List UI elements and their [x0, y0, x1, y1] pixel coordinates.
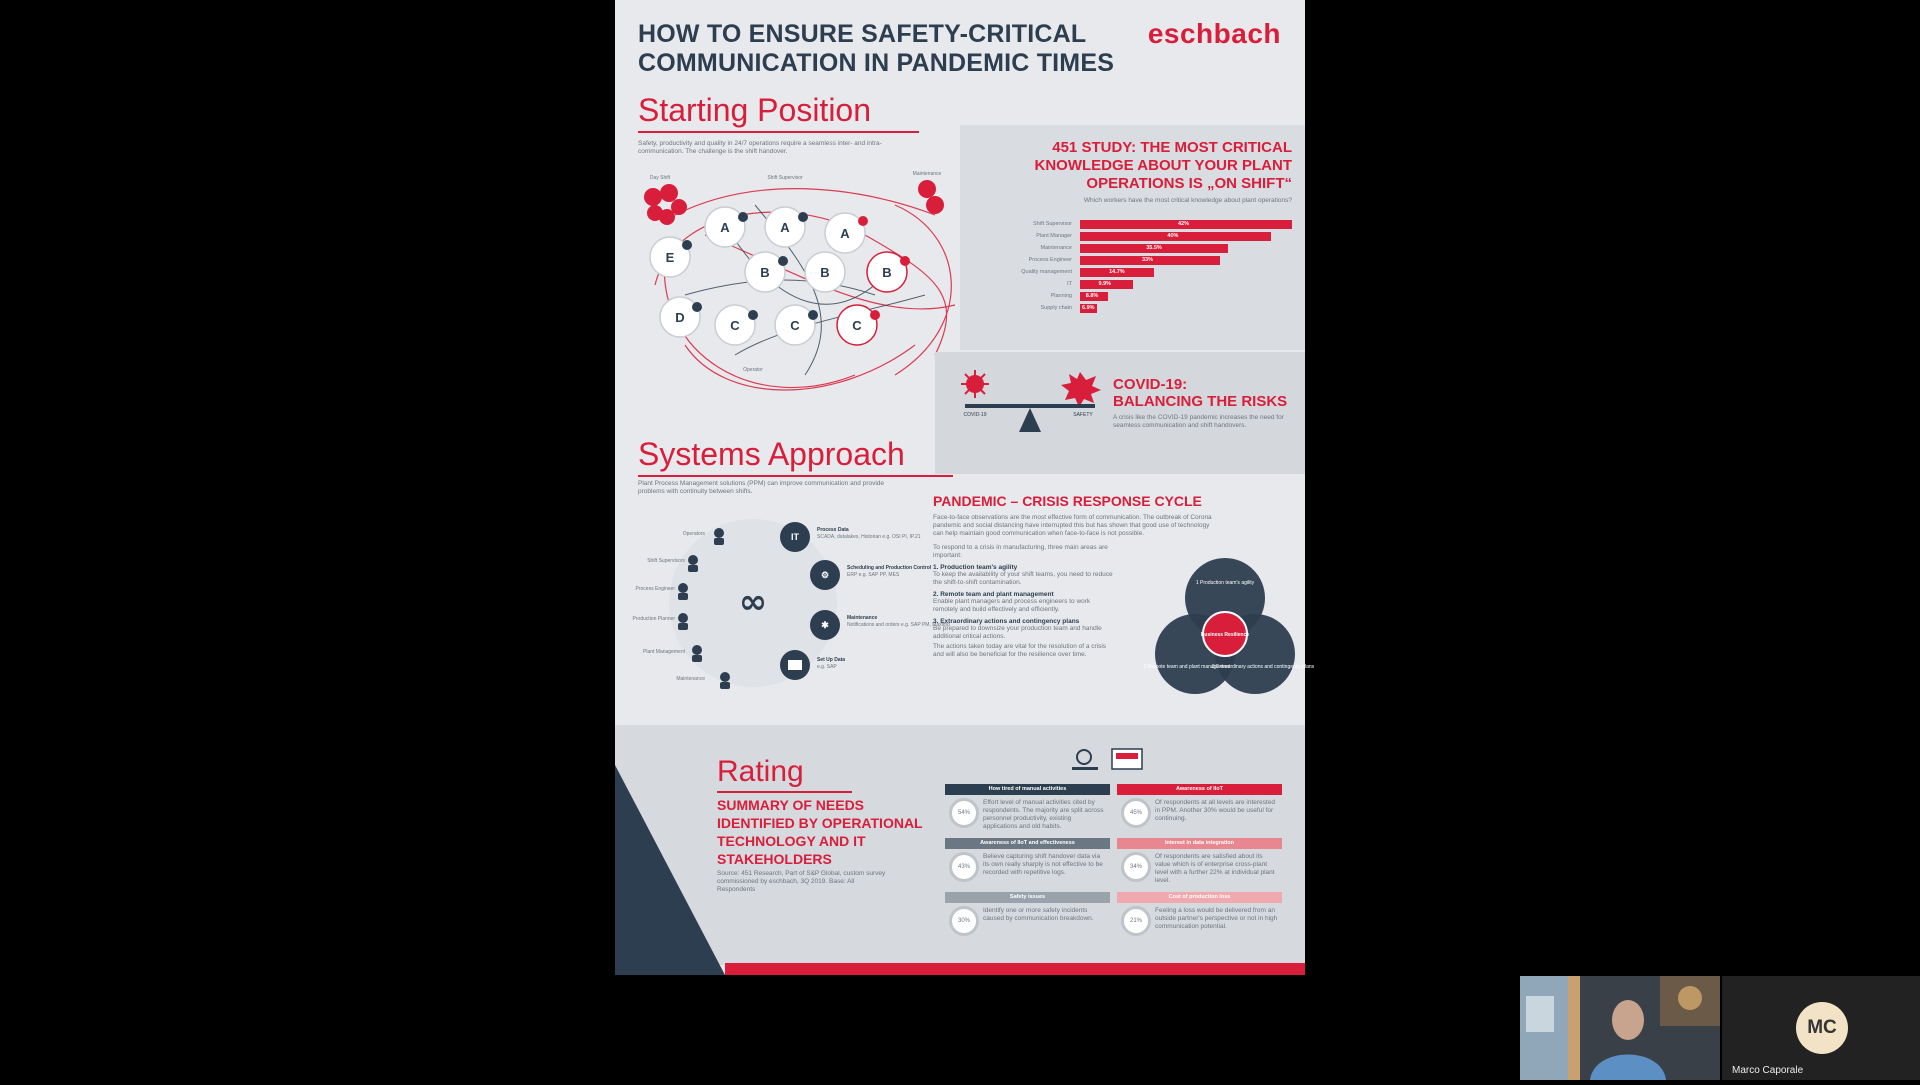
stakeholder-card-percent: 34%: [1121, 852, 1151, 882]
svg-text:e.g. SAP: e.g. SAP: [817, 664, 837, 670]
rating-source-note: Source: 451 Research, Part of S&P Global, custom survey commissioned by eschbach, 3Q 2019. Base: All Respondents: [717, 870, 886, 893]
stakeholder-card: [1117, 838, 1282, 886]
crisis-step-3-text: Be prepared to downsize your production team and handle additional critical actions.: [933, 625, 1102, 640]
stakeholder-card-percent: 21%: [1121, 906, 1151, 936]
study-bar-value: 6.9%: [1082, 305, 1095, 311]
role-maintenance: Maintenance: [676, 676, 705, 682]
covid-title-line-2: BALANCING THE RISKS: [1113, 393, 1288, 410]
system-maintenance: Maintenance: [847, 615, 878, 621]
stakeholder-card: [1117, 784, 1282, 832]
crisis-cycle-intro: Face-to-face observations are the most effective form of communication. The outbreak of Corona pandemic and social distancing have interrupted this but has shown that good use of technology can help maintain good communication when face-to-face is not possible.: [933, 514, 1212, 537]
stakeholder-card-head: How tired of manual activities: [945, 784, 1110, 795]
rating-decor-triangle: [615, 765, 725, 975]
svg-text:ERP e.g. SAP PP, MES: ERP e.g. SAP PP, MES: [847, 572, 900, 578]
stakeholder-card-head: Awareness of IIoT: [1117, 784, 1282, 795]
stakeholder-card-percent: 30%: [949, 906, 979, 936]
network-label-day-shift: Day Shift: [649, 175, 671, 181]
study-bar-row: [1012, 220, 1302, 230]
study-bar-value: 8.8%: [1085, 293, 1099, 299]
role-operators: Operators: [682, 531, 705, 537]
svg-text:⚙: ⚙: [820, 570, 830, 580]
scale-label-covid: COVID-19: [963, 412, 987, 418]
study-bar-label: Planning: [1050, 293, 1072, 299]
study-bar-label: Maintenance: [1040, 245, 1072, 251]
crisis-step-2-title: 2. Remote team and plant management: [933, 591, 1054, 598]
study-bar-label: Plant Manager: [1036, 233, 1072, 239]
svg-text:Notifications and orders e.g.: Notifications and orders e.g. SAP PM, Maximo: [847, 622, 950, 628]
poster-title-line-2: COMMUNICATION IN PANDEMIC TIMES: [638, 49, 1115, 77]
stakeholder-card-text: Feeling a loss would be delivered from an outside partner's perspective or not in high communication potential.: [1155, 907, 1278, 930]
stakeholder-card-percent: 43%: [949, 852, 979, 882]
stakeholder-card-text: Identify one or more safety incidents caused by communication breakdown.: [983, 907, 1094, 922]
maintenance-cluster-icon: [918, 180, 944, 214]
stakeholder-card-text: Of respondents are satisfied about its value which is of enterprise cross-plant level with a further 22% at individual plant level.: [1155, 853, 1275, 884]
svg-text:C: C: [790, 318, 800, 333]
crisis-cycle-title: PANDEMIC – CRISIS RESPONSE CYCLE: [933, 493, 1202, 509]
network-label-maintenance: Maintenance: [912, 171, 942, 177]
shared-poster: [615, 0, 1315, 975]
scale-label-safety: SAFETY: [1073, 412, 1093, 418]
stakeholder-card-text: Effort level of manual activities cited by respondents. The majority are split across personnel productivity, existing applications and old habits.: [983, 799, 1104, 830]
study-bar-value: 9.9%: [1098, 281, 1112, 287]
avatar: MC: [1796, 1002, 1848, 1054]
system-set-up-data: Set Up Data: [817, 657, 846, 663]
study-bar-value: 33%: [1141, 257, 1153, 263]
stakeholder-card-text: Of respondents at all levels are interested in PPM. Another 30% would be useful for continuing.: [1155, 799, 1275, 822]
balance-scale-icon: [955, 370, 1105, 440]
role-shift-supervisors: Shift Supervisors: [647, 558, 685, 564]
crisis-step-1-title: 1. Production team's agility: [933, 564, 1018, 571]
systems-approach-heading: Systems Approach: [638, 436, 905, 477]
study-bar-row: [1012, 256, 1302, 266]
venn-center-label: Business Resilience: [1200, 632, 1250, 638]
study-bar-row: [1012, 280, 1302, 290]
crisis-step-3-title: 3. Extraordinary actions and contingency plans: [933, 618, 1080, 625]
study-bar-label: Supply chain: [1040, 305, 1072, 311]
stakeholder-card-text: Believe capturing shift handover data via its own really sharply is not effective to be recorded with repetitive logs.: [983, 853, 1103, 876]
starting-position-heading: Starting Position: [638, 92, 871, 133]
systems-approach-diagram: [632, 505, 950, 705]
stakeholder-card: [945, 784, 1110, 832]
crisis-step-2-text: Enable plant managers and process engineers to work remotely and build effectively and efficiently.: [933, 598, 1091, 613]
day-shift-cluster-icon: [644, 184, 687, 225]
study-panel: [960, 125, 1305, 350]
svg-text:C: C: [852, 318, 862, 333]
stakeholder-card-head: Interest in data integration: [1117, 838, 1282, 849]
study-bar-value: 35.5%: [1146, 245, 1162, 251]
svg-text:D: D: [675, 310, 685, 325]
network-label-shift-supervisor: Shift Supervisor: [767, 175, 803, 181]
participant-video-feed: [1520, 976, 1720, 1080]
study-title: 451 STUDY: THE MOST CRITICAL KNOWLEDGE ABOUT YOUR PLANT OPERATIONS IS „ON SHIFT“: [1034, 139, 1292, 192]
stakeholder-card-head: Safety issues: [945, 892, 1110, 903]
svg-text:E: E: [665, 250, 675, 265]
venn-left-label: 2 Remote team and plant management: [1143, 664, 1231, 670]
participant-name: Marco Caporale: [1732, 1065, 1804, 1076]
svg-text:A: A: [780, 220, 790, 235]
study-bar-row: [1012, 268, 1302, 278]
crisis-cycle-closing: The actions taken today are vital for the resolution of a crisis and will also be beneficial for the resilience over time.: [933, 643, 1107, 658]
stakeholder-card: [945, 838, 1110, 886]
study-bar-label: IT: [1067, 281, 1072, 287]
role-process-engineer: Process Engineer: [635, 586, 675, 592]
rating-subtitle: SUMMARY OF NEEDS IDENTIFIED BY OPERATIONAL TECHNOLOGY AND IT STAKEHOLDERS: [717, 797, 923, 867]
crisis-cycle-lead: To respond to a crisis in manufacturing, three main areas are important:: [933, 544, 1108, 559]
study-bar-row: [1012, 244, 1302, 254]
svg-text:C: C: [730, 318, 740, 333]
svg-text:B: B: [760, 265, 770, 280]
study-bar-value: 40%: [1167, 233, 1179, 239]
poster-bottom-bar: [725, 963, 1305, 975]
stakeholder-card-head: Awareness of IIoT and effectiveness: [945, 838, 1110, 849]
participant-avatar-tile[interactable]: [1722, 976, 1920, 1080]
infinity-loop-icon: ∞: [738, 582, 768, 622]
study-bar-label: Quality management: [1021, 269, 1072, 275]
covid-text: A crisis like the COVID-19 pandemic increases the need for seamless communication and shift handovers.: [1113, 414, 1284, 429]
crisis-cycle-venn-diagram: [1143, 556, 1315, 706]
system-process-data: Process Data: [817, 527, 849, 533]
participant-video-tile[interactable]: [1520, 976, 1720, 1080]
svg-text:B: B: [820, 265, 830, 280]
study-subtitle: Which workers have the most critical knowledge about plant operations?: [1083, 197, 1292, 204]
stakeholder-card-head: Cost of production loss: [1117, 892, 1282, 903]
study-bar-label: Process Engineer: [1028, 257, 1072, 263]
network-label-operator: Operator: [743, 367, 763, 373]
study-bar-value: 14.7%: [1109, 269, 1125, 275]
study-bar-row: [1012, 232, 1302, 242]
role-production-planner: Production Planner: [632, 616, 675, 622]
poster-title: [638, 20, 1138, 78]
svg-text:A: A: [840, 226, 850, 241]
venn-right-label: 3 Extraordinary actions and contingency plans: [1211, 664, 1315, 670]
covid-panel: [935, 352, 1305, 474]
stakeholder-card: [1117, 892, 1282, 940]
systems-approach-intro: Plant Process Management solutions (PPM) can improve communication and provide problems with continuity between shifts.: [638, 480, 885, 495]
svg-text:A: A: [720, 220, 730, 235]
ot-it-icons: [1070, 745, 1145, 773]
rating-heading: Rating: [717, 755, 804, 793]
covid-title: [1113, 376, 1293, 410]
system-scheduling: Scheduling and Production Control: [847, 565, 932, 571]
study-bar-value: 42%: [1178, 221, 1190, 227]
svg-text:SCADA, datalakes, Historian e.: SCADA, datalakes, Historian e.g. OSI PI, IP.21: [817, 534, 921, 540]
stakeholder-card-percent: 54%: [949, 798, 979, 828]
svg-text:B: B: [882, 265, 892, 280]
starting-position-intro: Safety, productivity and quality in 24/7 operations require a seamless inter- and intra-communication. The challenge is the shift handover.: [638, 140, 882, 155]
svg-text:IT: IT: [791, 532, 799, 542]
crisis-step-1-text: To keep the availability of your shift teams, you need to reduce the shift-to-shift contamination.: [933, 571, 1113, 586]
study-bar-label: Shift Supervisor: [1033, 221, 1072, 227]
role-plant-management: Plant Management: [643, 649, 685, 655]
stakeholder-card: [945, 892, 1110, 940]
svg-text:✱: ✱: [821, 620, 829, 630]
stakeholder-card-percent: 45%: [1121, 798, 1151, 828]
study-bar-row: [1012, 292, 1302, 302]
study-bar-row: [1012, 304, 1302, 314]
covid-title-line-1: COVID-19:: [1113, 376, 1188, 393]
poster-title-line-1: HOW TO ENSURE SAFETY-CRITICAL: [638, 20, 1087, 48]
venn-top-label: 1 Production team's agility: [1195, 580, 1255, 586]
eschbach-logo: eschbach: [1147, 18, 1281, 49]
